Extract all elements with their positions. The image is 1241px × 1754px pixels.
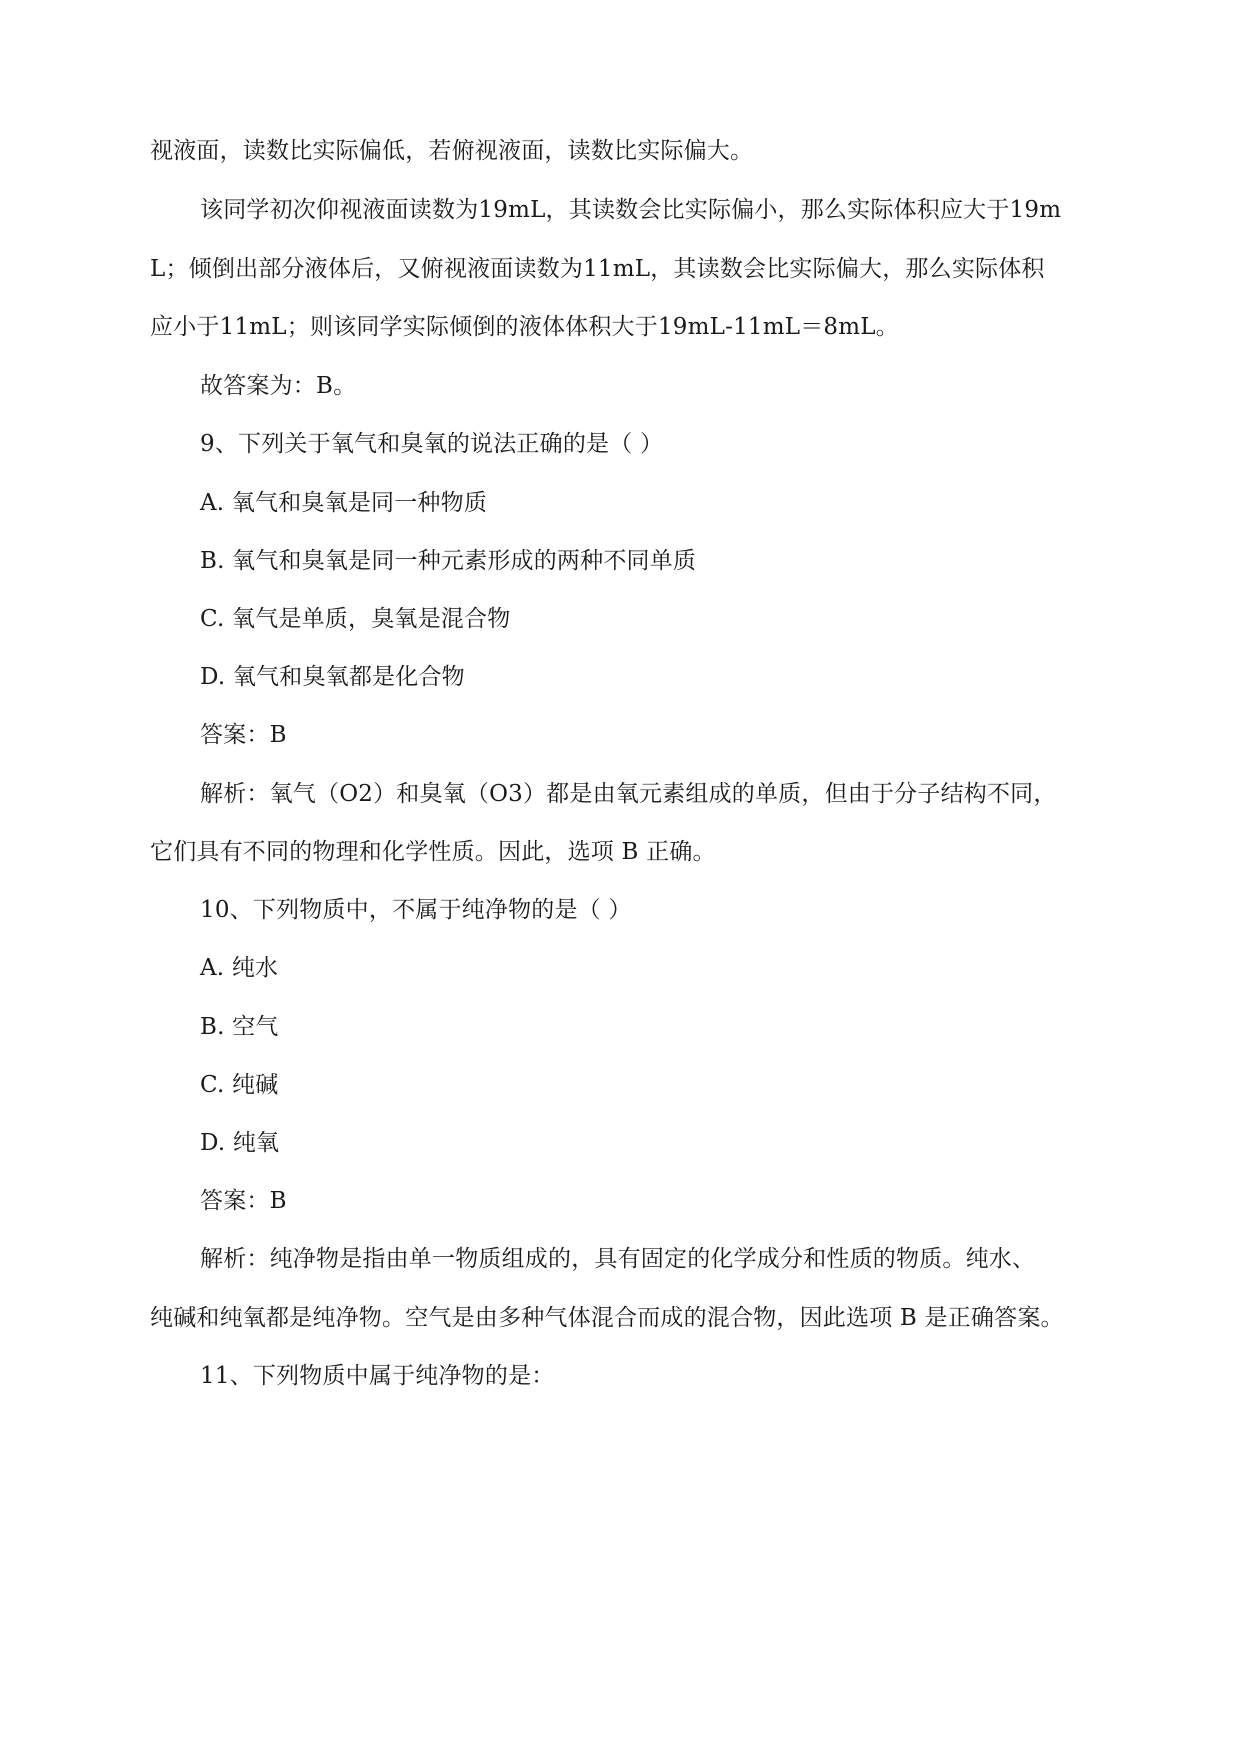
- option-a: A. 氧气和臭氧是同一种物质: [200, 490, 488, 516]
- option-c: C. 纯碱: [200, 1072, 279, 1098]
- analysis-line: 它们具有不同的物理和化学性质。因此，选项 B 正确。: [150, 839, 716, 865]
- text-line: L；倾倒出部分液体后，又俯视液面读数为11mL，其读数会比实际偏大，那么实际体积: [150, 256, 1045, 282]
- analysis-line: 纯碱和纯氧都是纯净物。空气是由多种气体混合而成的混合物，因此选项 B 是正确答案。: [150, 1305, 1064, 1331]
- answer-line: 答案：B: [200, 1188, 287, 1214]
- question-title: 11、下列物质中属于纯净物的是：: [200, 1363, 555, 1389]
- text-line: 该同学初次仰视液面读数为19mL，其读数会比实际偏小，那么实际体积应大于19m: [200, 197, 1062, 223]
- option-a: A. 纯水: [200, 955, 279, 981]
- option-b: B. 氧气和臭氧是同一种元素形成的两种不同单质: [200, 548, 697, 574]
- option-d: D. 纯氧: [200, 1130, 280, 1156]
- question-title: 9、下列关于氧气和臭氧的说法正确的是（ ）: [200, 431, 664, 457]
- analysis-line: 解析：纯净物是指由单一物质组成的，具有固定的化学成分和性质的物质。纯水、: [200, 1246, 1036, 1272]
- option-c: C. 氧气是单质，臭氧是混合物: [200, 606, 511, 632]
- text-line: 视液面，读数比实际偏低，若俯视液面，读数比实际偏大。: [150, 138, 754, 164]
- text-line: 应小于11mL；则该同学实际倾倒的液体体积大于19mL-11mL＝8mL。: [150, 314, 899, 340]
- question-title: 10、下列物质中，不属于纯净物的是（ ）: [200, 897, 632, 923]
- answer-line: 答案：B: [200, 722, 287, 748]
- option-b: B. 空气: [200, 1014, 279, 1040]
- option-d: D. 氧气和臭氧都是化合物: [200, 664, 465, 690]
- analysis-line: 解析：氧气（O2）和臭氧（O3）都是由氧元素组成的单质，但由于分子结构不同，: [200, 781, 1057, 807]
- answer-line: 故答案为：B。: [200, 373, 357, 399]
